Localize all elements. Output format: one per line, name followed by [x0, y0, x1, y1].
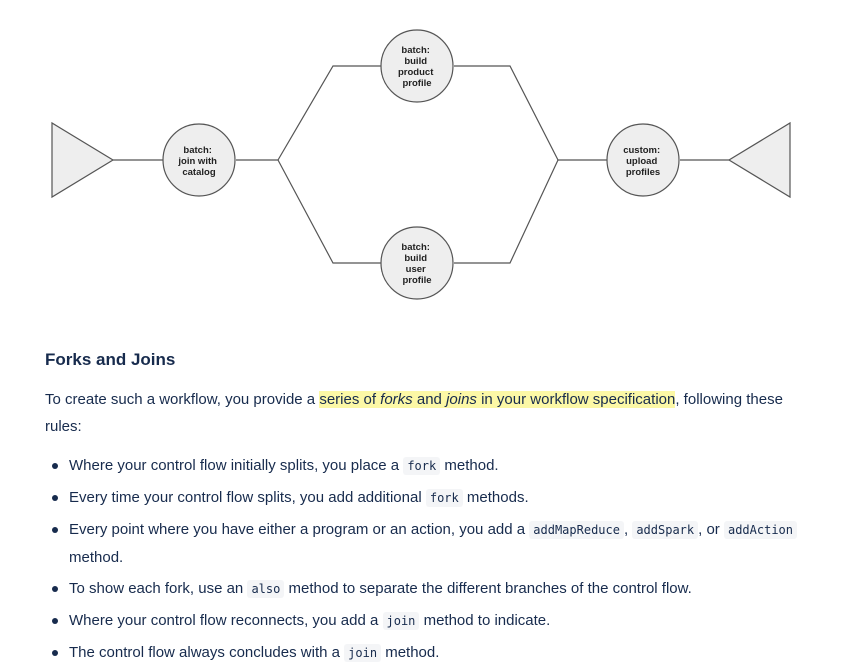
node-join-catalog — [163, 124, 235, 196]
svg-text:batch: join with c: batch: join with catalog — [178, 145, 217, 178]
code-join: join — [383, 612, 420, 630]
edge-fork-to-product — [278, 66, 381, 160]
rule-item: Where your control flow initially splits, you place a fork method. — [45, 452, 805, 480]
edge-product-to-join — [454, 66, 558, 160]
start-triangle — [52, 123, 113, 197]
code-addaction: addAction — [724, 521, 797, 539]
rule-item: To show each fork, use an also method to separate the different branches of the control flow. — [45, 575, 805, 603]
node-upload-profiles — [607, 124, 679, 196]
rule-item: Every time your control flow splits, you add additional fork methods. — [45, 484, 805, 512]
rule-item: Every point where you have either a program or an action, you add a addMapReduce , addSpark , or addAction method. — [45, 516, 805, 571]
code-also: also — [247, 580, 284, 598]
intro-paragraph: To create such a workflow, you provide a series of forks and joins in your workflow specification, following these rules: — [45, 391, 783, 435]
svg-text:batch: build user: batch: build user profile — [401, 242, 432, 286]
rule-item: The control flow always concludes with a join method. — [45, 639, 805, 667]
rule-item: Where your control flow reconnects, you add a join method to indicate. — [45, 607, 805, 635]
code-addmapreduce: addMapReduce — [529, 521, 624, 539]
rules-list — [45, 452, 805, 671]
code-join: join — [344, 644, 381, 662]
svg-text:batch: build produ: batch: build product profile — [398, 45, 434, 89]
node-build-user-profile — [381, 227, 453, 299]
node-build-product-profile — [381, 30, 453, 102]
highlight: series of forks and joins in your workflow specification — [319, 391, 676, 408]
end-triangle — [729, 123, 790, 197]
code-fork: fork — [403, 457, 440, 475]
code-fork: fork — [426, 489, 463, 507]
edge-fork-to-user — [278, 160, 381, 263]
svg-text:custom: upload pro: custom: upload profiles — [623, 145, 661, 178]
code-addspark: addSpark — [632, 521, 698, 539]
section-title: Forks and Joins — [45, 350, 176, 369]
workflow-diagram — [0, 0, 851, 330]
edge-user-to-join — [454, 160, 558, 263]
